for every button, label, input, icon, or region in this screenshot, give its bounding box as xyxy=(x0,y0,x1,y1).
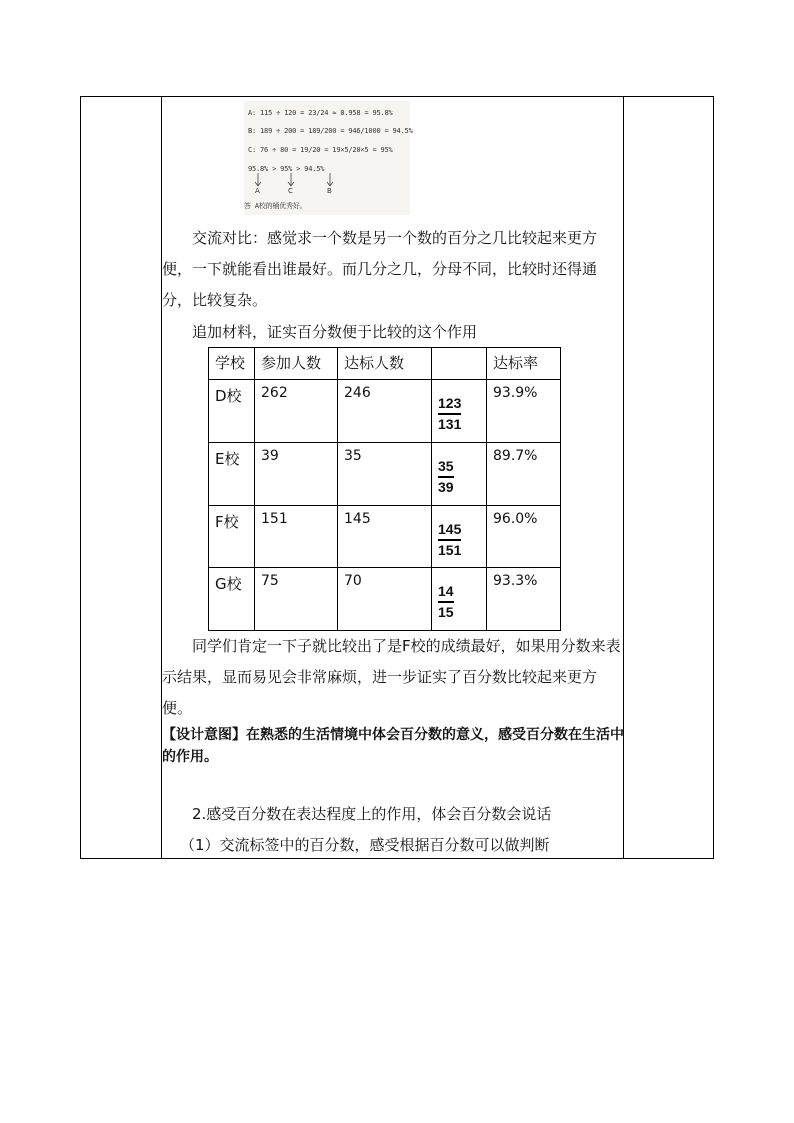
fraction-cell xyxy=(432,505,487,568)
fraction-denominator: 39 xyxy=(438,478,454,495)
school-cell: F校 xyxy=(209,505,255,568)
conclusion-paragraph: 同学们肯定一下子就比较出了是F校的成绩最好，如果用分数来表示结果，显而易见会非常麻烦，进一步证实了百分数比较起来更方便。 xyxy=(162,637,621,717)
fraction-cell xyxy=(432,568,487,631)
rate-cell: 89.7% xyxy=(487,442,561,505)
scan-line-b: B: 189 ÷ 200 = 189/200 = 946/1000 = 94.5% xyxy=(248,127,413,135)
section-heading-2: 2.感受百分数在表达程度上的作用，体会百分数会说话 xyxy=(192,805,552,823)
school-cell: G校 xyxy=(209,568,255,631)
qualified-cell: 35 xyxy=(338,442,432,505)
school-cell: D校 xyxy=(209,380,255,443)
fraction-numerator: 35 xyxy=(438,457,454,474)
scan-letter-2: C xyxy=(288,187,293,195)
header-school: 学校 xyxy=(209,348,255,380)
header-participants: 参加人数 xyxy=(255,348,338,380)
scan-line-compare: 95.8% > 95% > 94.5% xyxy=(248,165,325,173)
scan-letter-3: B xyxy=(327,187,332,195)
handwritten-work-image xyxy=(244,101,413,215)
qualified-cell: 70 xyxy=(338,568,432,631)
comparison-paragraph: 交流对比：感觉求一个数是另一个数的百分之几比较起来更方便，一下就能看出谁最好。而几分之几，分母不同，比较时还得通分，比较复杂。 xyxy=(162,229,598,309)
header-fraction xyxy=(432,348,487,380)
design-intent: 【设计意图】在熟悉的生活情境中体会百分数的意义，感受百分数在生活中的作用。 xyxy=(162,727,624,765)
fraction-numerator: 14 xyxy=(438,583,454,600)
fraction-cell xyxy=(432,380,487,443)
table-row xyxy=(209,505,561,568)
scan-answer: 答 A校的桶优秀好。 xyxy=(244,202,307,210)
additional-material-line: 追加材料，证实百分数便于比较的这个作用 xyxy=(192,323,478,341)
fraction-numerator: 145 xyxy=(438,520,462,537)
fraction-denominator: 15 xyxy=(438,604,454,621)
school-cell: E校 xyxy=(209,442,255,505)
participants-cell: 39 xyxy=(255,442,338,505)
header-rate: 达标率 xyxy=(487,348,561,380)
subsection-1: （1）交流标签中的百分数，感受根据百分数可以做判断 xyxy=(180,836,550,854)
fraction-denominator: 151 xyxy=(438,541,462,558)
table-row xyxy=(209,568,561,631)
header-qualified: 达标人数 xyxy=(338,348,432,380)
participants-cell: 262 xyxy=(255,380,338,443)
lesson-table-frame xyxy=(80,96,714,859)
participants-cell: 75 xyxy=(255,568,338,631)
participants-cell: 151 xyxy=(255,505,338,568)
fraction-cell xyxy=(432,442,487,505)
qualified-cell: 246 xyxy=(338,380,432,443)
rate-cell: 93.3% xyxy=(487,568,561,631)
qualified-cell: 145 xyxy=(338,505,432,568)
scan-line-c: C: 76 ÷ 80 = 19/20 = 19×5/20×5 = 95% xyxy=(248,146,393,154)
scan-line-a: A: 115 ÷ 120 = 23/24 ≈ 0.958 = 95.8% xyxy=(248,109,393,117)
fraction-numerator: 123 xyxy=(438,395,462,411)
table-header-row xyxy=(209,348,561,380)
qualification-table xyxy=(208,347,561,631)
arrow-icon xyxy=(244,101,410,215)
table-row xyxy=(209,380,561,443)
rate-cell: 96.0% xyxy=(487,505,561,568)
rate-cell: 93.9% xyxy=(487,380,561,443)
table-row xyxy=(209,442,561,505)
fraction-denominator: 131 xyxy=(438,416,462,432)
scan-letter-1: A xyxy=(255,187,260,195)
